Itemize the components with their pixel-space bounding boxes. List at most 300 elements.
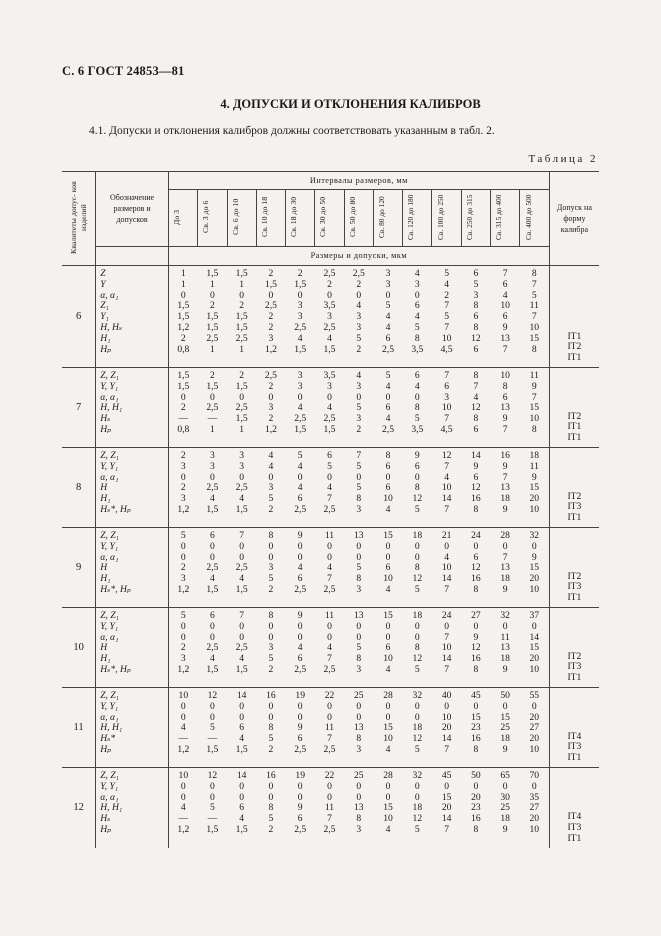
value: 2,5 [382, 343, 395, 355]
value: 1,5 [206, 583, 219, 595]
form-tolerance-value: IT3 [567, 501, 582, 513]
value-cell [520, 448, 549, 528]
quality-group-row [62, 528, 599, 608]
symbol-label: Y, Y₁ [100, 700, 119, 712]
value-cell [403, 266, 432, 368]
value: 2,5 [323, 823, 336, 835]
value: 8 [414, 562, 420, 574]
value: 0 [385, 711, 391, 723]
value: 0 [180, 289, 186, 301]
value: 2 [180, 482, 186, 494]
value: 11 [324, 722, 335, 734]
value: 7 [239, 610, 245, 621]
value: 13 [500, 402, 510, 414]
value: 16 [500, 450, 510, 461]
value: 6 [239, 802, 245, 814]
value: 7 [327, 653, 332, 665]
value: 8 [473, 413, 479, 425]
value: 5 [414, 503, 420, 515]
value: 5 [209, 802, 215, 814]
value: 20 [529, 573, 540, 585]
value: 3 [180, 460, 186, 472]
value: 2,5 [323, 503, 336, 515]
value: 4 [239, 493, 245, 505]
value: 2,5 [294, 583, 307, 595]
value: 0 [356, 471, 362, 483]
value: 2 [239, 370, 245, 381]
value: 0 [180, 700, 186, 712]
value: 2 [209, 300, 215, 312]
value: 8 [531, 423, 537, 435]
value: 5 [414, 321, 420, 333]
value: 9 [502, 743, 508, 755]
value: 16 [471, 493, 481, 505]
value: 0 [297, 551, 303, 563]
value: 4 [385, 743, 391, 755]
symbol-label: H [100, 642, 108, 654]
value: 6 [502, 311, 508, 323]
value-cell [432, 688, 461, 768]
symbol-label: Z, Z₁ [100, 770, 120, 781]
symbol-label: α, α₁ [100, 471, 119, 483]
value: 0 [356, 711, 362, 723]
value: 18 [529, 450, 540, 461]
value: 10 [441, 332, 452, 344]
value: 1,5 [235, 583, 248, 595]
value: 1 [209, 343, 215, 355]
value: 0 [385, 391, 391, 403]
value: 5 [414, 743, 420, 755]
value: 20 [529, 733, 540, 745]
form-tolerance-cell [549, 688, 599, 768]
value: 2,5 [294, 413, 307, 425]
value: 7 [444, 743, 449, 755]
value: 0 [239, 700, 245, 712]
value: 0 [327, 780, 332, 792]
value: 1 [209, 278, 215, 290]
value-cell [432, 448, 461, 528]
value: 0 [209, 471, 215, 483]
value: 4 [297, 642, 303, 654]
value: 5 [414, 663, 420, 675]
value: 1,5 [235, 413, 248, 425]
value: 0 [180, 780, 186, 792]
value: 9 [502, 823, 508, 835]
value: 15 [383, 610, 393, 621]
value: 3 [268, 562, 274, 574]
value: 6 [414, 460, 420, 472]
value: 9 [502, 663, 508, 675]
value-cell [227, 368, 256, 448]
value: 70 [529, 770, 540, 781]
value-cell [344, 448, 373, 528]
value: 6 [385, 642, 391, 654]
value-cell [344, 368, 373, 448]
value-cell [461, 448, 490, 528]
value: 9 [473, 631, 479, 643]
symbol-label: Hₛ [100, 813, 111, 825]
interval-header: Св. 80 до 120 [377, 196, 387, 238]
value-cell [168, 688, 197, 768]
value: 4 [385, 413, 391, 425]
value: 11 [324, 802, 335, 814]
units-subheader: Размеры и допуски, мкм [310, 251, 408, 261]
value-cell [373, 768, 402, 848]
value-cell [461, 768, 490, 848]
value: 0 [209, 551, 215, 563]
value: 6 [297, 653, 303, 665]
quality-group-row [62, 688, 599, 768]
value: 2,5 [206, 332, 219, 344]
value: 5 [414, 823, 420, 835]
value: 5 [209, 722, 215, 734]
form-tolerance-header: Допуск на форму калибра [556, 203, 592, 234]
value: 10 [383, 733, 393, 745]
quality-cell: 11 [62, 688, 96, 768]
value: 10 [529, 413, 540, 425]
value: 24 [441, 610, 452, 621]
value: 1,5 [294, 343, 307, 355]
value: 4 [385, 823, 391, 835]
value: 2,5 [235, 482, 248, 494]
value: 0 [268, 620, 274, 632]
value-cell [403, 368, 432, 448]
value: 0 [239, 711, 245, 723]
value: 5 [531, 289, 537, 301]
value: 20 [529, 493, 540, 505]
value: 3 [297, 300, 303, 312]
value: 9 [502, 583, 508, 595]
form-tolerance-cell [549, 266, 599, 368]
value: 0 [385, 540, 391, 552]
value: 6 [473, 471, 479, 483]
value: 0 [356, 620, 362, 632]
value-cell [286, 528, 315, 608]
value-cell [491, 368, 520, 448]
form-tolerance-value: IT3 [567, 821, 582, 833]
value: 2,5 [323, 321, 336, 333]
value: 4 [356, 370, 362, 381]
value: 10 [529, 663, 540, 675]
value: 10 [441, 562, 452, 574]
value: 25 [353, 770, 364, 781]
value-cell [344, 266, 373, 368]
value-cell [168, 768, 197, 848]
value: 14 [441, 653, 452, 665]
value: 4 [327, 332, 332, 344]
form-tolerance-value: IT2 [567, 341, 582, 353]
value: 0 [297, 391, 303, 403]
value: 5 [385, 300, 391, 312]
value-cell [227, 688, 256, 768]
value: 2,5 [235, 562, 248, 574]
value: 2 [356, 278, 362, 290]
quality-cell: 6 [62, 266, 96, 368]
symbol-label: α, α₁ [100, 791, 119, 803]
value: 4 [385, 583, 391, 595]
value: 28 [383, 690, 393, 701]
value: 3 [356, 413, 362, 425]
value-cell [373, 266, 402, 368]
value: 0 [239, 391, 245, 403]
value: 37 [529, 610, 540, 621]
value-cell [403, 768, 432, 848]
value: 0 [327, 289, 332, 301]
interval-header: Св. 30 до 50 [318, 196, 328, 238]
value-cell [198, 266, 227, 368]
value: 32 [412, 690, 423, 701]
value: 0 [239, 791, 245, 803]
value: 8 [473, 503, 479, 515]
value: 0 [327, 631, 332, 643]
value-cell [520, 768, 549, 848]
value: 2,5 [294, 743, 307, 755]
value: 0 [268, 711, 274, 723]
value: 8 [531, 268, 537, 279]
value: 1,5 [235, 268, 248, 279]
value: 9 [297, 802, 303, 814]
value-cell [227, 768, 256, 848]
value: 7 [444, 583, 449, 595]
value: 0,8 [177, 343, 190, 355]
value: 0 [356, 631, 362, 643]
form-tolerance-value: IT3 [567, 661, 582, 673]
value: 4 [209, 493, 215, 505]
value: 1 [180, 278, 186, 290]
value: 0 [180, 551, 186, 563]
value-cell [198, 368, 227, 448]
value: 5 [356, 562, 362, 574]
value: 8 [414, 642, 420, 654]
value: 6 [473, 268, 479, 279]
value: 65 [500, 770, 510, 781]
value: 18 [412, 802, 423, 814]
value: 4 [444, 551, 449, 563]
symbol-label: Hₛ [100, 413, 111, 425]
value: 0 [327, 700, 332, 712]
value: 6 [297, 573, 303, 585]
value: 2 [268, 743, 274, 755]
value: 15 [471, 711, 481, 723]
value: 1,5 [206, 268, 219, 279]
value-cell [198, 768, 227, 848]
symbol-label: Y, Y₁ [100, 780, 119, 792]
symbol-label: Hₚ [100, 823, 111, 835]
value: 27 [529, 722, 540, 734]
symbol-label: Z, Z₁ [100, 370, 120, 381]
value: 0 [297, 780, 303, 792]
value: 4 [239, 733, 245, 745]
value: 10 [383, 813, 393, 825]
symbol-label: H, Hₛ [100, 321, 123, 333]
form-tolerance-value: IT1 [567, 352, 582, 364]
value: 2,5 [382, 423, 395, 435]
value: 5 [180, 530, 186, 541]
value: 0 [385, 471, 391, 483]
value: 0,8 [177, 423, 190, 435]
value: 10 [529, 823, 540, 835]
value: 5 [268, 813, 274, 825]
value: 2 [356, 343, 362, 355]
value: 5 [444, 268, 449, 279]
value: 2 [444, 289, 449, 301]
value: 8 [502, 380, 508, 392]
value: 16 [266, 690, 276, 701]
value: 0 [268, 471, 274, 483]
value: 0 [356, 289, 362, 301]
value: — [207, 413, 218, 425]
value: 5 [268, 733, 274, 745]
value: 2 [268, 311, 274, 323]
value: 0 [356, 551, 362, 563]
value: 5 [444, 311, 449, 323]
value: 1,2 [177, 503, 190, 515]
value: 2 [180, 562, 186, 574]
value: 1,2 [177, 663, 190, 675]
value: 0 [209, 289, 215, 301]
value: 4 [297, 402, 303, 414]
symbol-label: Z [100, 268, 106, 279]
value: 1,5 [177, 380, 190, 392]
value: 0 [414, 471, 420, 483]
symbol-label: α, α₁ [100, 391, 119, 403]
symbol-label: α, α₁ [100, 289, 119, 301]
value: 1,5 [206, 503, 219, 515]
value: 0 [414, 700, 420, 712]
value: 0 [385, 791, 391, 803]
value: 7 [444, 663, 449, 675]
value: 7 [444, 413, 449, 425]
value: 4 [444, 471, 449, 483]
form-tolerance-value: IT3 [567, 581, 582, 593]
form-tolerance-value: IT1 [567, 752, 582, 764]
value: 1,5 [235, 663, 248, 675]
value: 10 [529, 503, 540, 515]
value: 27 [529, 802, 540, 814]
value: 0 [414, 391, 420, 403]
value-cell [315, 528, 344, 608]
value: 0 [531, 540, 537, 552]
value-cell [256, 608, 285, 688]
symbol-label: H [100, 482, 108, 494]
form-tolerance-value: IT1 [567, 512, 582, 524]
value: 12 [412, 813, 423, 825]
value-cell [403, 528, 432, 608]
value: 3 [180, 653, 186, 665]
interval-header: Св. 10 до 18 [259, 196, 269, 238]
value: 6 [502, 391, 508, 403]
value: 30 [500, 791, 510, 803]
value: 32 [412, 770, 423, 781]
value: 2 [268, 663, 274, 675]
value: 2 [180, 642, 186, 654]
value: 8 [414, 332, 420, 344]
value: 13 [353, 530, 364, 541]
form-tolerance-value: IT1 [567, 832, 582, 844]
value-cell [315, 768, 344, 848]
value: 18 [500, 493, 510, 505]
value: 1,5 [206, 743, 219, 755]
value: 16 [471, 813, 481, 825]
value: 12 [471, 642, 481, 654]
value: 14 [471, 450, 481, 461]
value: 32 [529, 530, 540, 541]
value: 14 [529, 631, 540, 643]
value: 0 [268, 391, 274, 403]
value: 0 [414, 551, 420, 563]
value: 45 [441, 770, 452, 781]
value: 3 [356, 311, 362, 323]
value: 3 [209, 460, 215, 472]
value: 10 [441, 402, 452, 414]
value: 4 [414, 311, 420, 323]
quality-group-row [62, 368, 599, 448]
symbols-cell [96, 608, 169, 688]
value: 8 [268, 610, 274, 621]
value: 6 [209, 610, 215, 621]
value: 13 [500, 332, 510, 344]
value: 1 [239, 278, 245, 290]
value: 10 [529, 583, 540, 595]
value: 2,5 [264, 300, 277, 312]
value: 0 [180, 391, 186, 403]
value: 0 [209, 391, 215, 403]
value-cell [373, 528, 402, 608]
value: 0 [502, 540, 508, 552]
value: 10 [383, 653, 393, 665]
symbols-cell [96, 768, 169, 848]
symbol-label: Z, Z₁ [100, 610, 120, 621]
value: 8 [473, 743, 479, 755]
value: 9 [297, 610, 303, 621]
value: 7 [327, 573, 332, 585]
value: 14 [236, 770, 247, 781]
value-cell [227, 448, 256, 528]
value: 4 [502, 289, 508, 301]
value-cell [403, 448, 432, 528]
value: 8 [356, 573, 362, 585]
value: 7 [444, 503, 449, 515]
value: 12 [471, 402, 481, 414]
value: 9 [297, 530, 303, 541]
value: 6 [385, 460, 391, 472]
value: 20 [471, 791, 481, 803]
value: 0 [414, 631, 420, 643]
value: 1,5 [235, 321, 248, 333]
value: 4 [297, 562, 303, 574]
value: 0 [268, 540, 274, 552]
symbols-cell [96, 688, 169, 768]
value: 3 [239, 460, 245, 472]
value: 13 [500, 482, 510, 494]
value: 32 [500, 610, 510, 621]
value: 3 [356, 823, 362, 835]
value-cell [256, 368, 285, 448]
value: 0 [180, 711, 186, 723]
value: 2,5 [323, 663, 336, 675]
value: 4 [444, 278, 449, 290]
value: 0 [385, 631, 391, 643]
value: 2 [268, 413, 274, 425]
value: 0 [356, 540, 362, 552]
value: 0 [414, 780, 420, 792]
value-cell [286, 608, 315, 688]
value: 3 [327, 380, 332, 392]
value: 7 [444, 823, 449, 835]
value: 9 [473, 460, 479, 472]
value: 1,5 [235, 823, 248, 835]
value: 19 [295, 690, 305, 701]
